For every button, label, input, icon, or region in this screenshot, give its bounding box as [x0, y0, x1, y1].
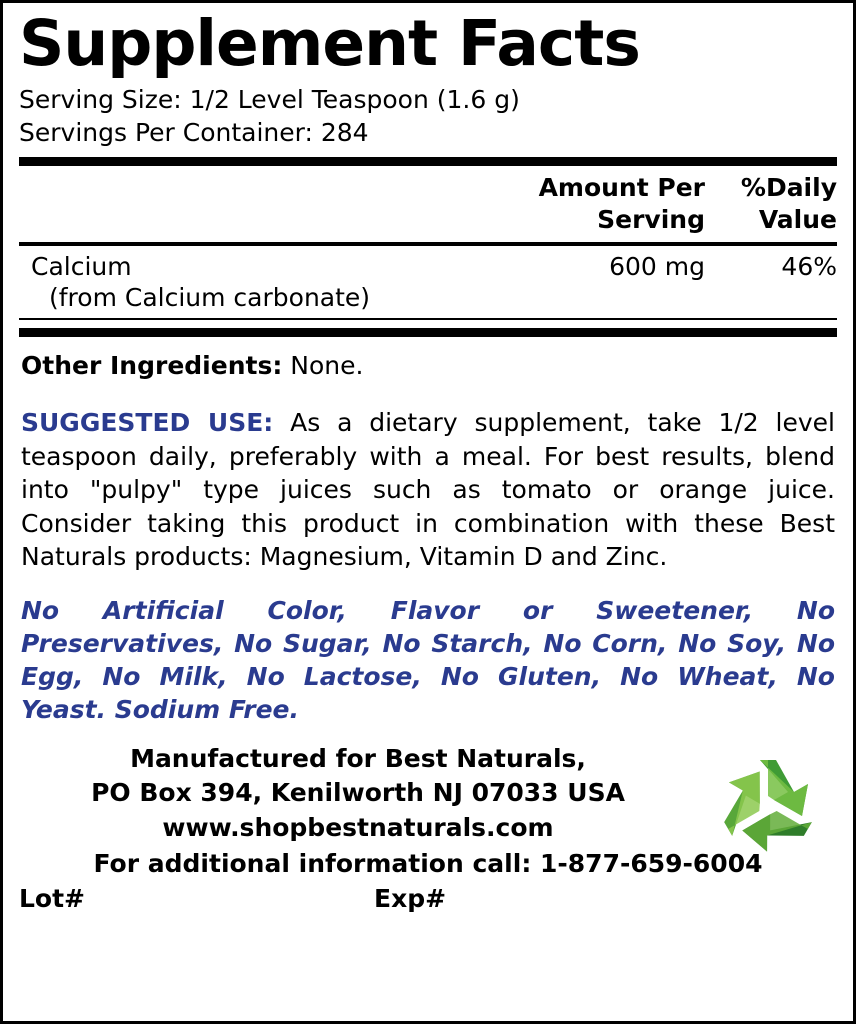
company-address: PO Box 394, Kenilworth NJ 07033 USA	[91, 778, 625, 808]
lot-label: Lot#	[19, 883, 86, 913]
suggested-use	[19, 406, 837, 574]
suggested-use-text: As a dietary supplement, take 1/2 level teaspoon daily, preferably with a meal. For best results, blend into "pulpy" type juices such as tomato or orange juice. Consider taking this product in combination with these Best Naturals products: Magnesium, Vitamin D and Zinc.	[21, 408, 835, 572]
recycle-icon	[703, 748, 833, 868]
page-title: Supplement Facts	[19, 7, 640, 80]
other-ingredients-heading: Other Ingredients:	[21, 351, 283, 381]
footer	[19, 742, 837, 913]
column-header-amount	[475, 172, 705, 236]
nutrient-amount: 600 mg	[609, 252, 705, 282]
serving-size: Serving Size: 1/2 Level Teaspoon (1.6 g)	[19, 85, 520, 115]
manufactured-for: Manufactured for Best Naturals,	[130, 743, 586, 773]
suggested-use-heading: SUGGESTED USE:	[21, 408, 274, 438]
other-ingredients	[19, 351, 837, 380]
nutrient-daily-value: 46%	[781, 252, 837, 282]
company-website: www.shopbestnaturals.com	[162, 812, 554, 842]
nutrient-source: (from Calcium carbonate)	[49, 283, 371, 313]
exp-label: Exp#	[374, 883, 447, 913]
column-header-amount-line1: Amount Per	[538, 173, 705, 203]
table-row	[19, 246, 837, 283]
column-header-dv-line1: %Daily	[740, 173, 837, 203]
divider-thick-bottom	[19, 328, 837, 337]
divider-thick-top	[19, 157, 837, 166]
column-header-amount-line2: Serving	[597, 205, 705, 235]
column-header-dv-line2: Value	[758, 205, 837, 235]
contact-phone: For additional information call: 1-877-659-6004	[93, 849, 763, 879]
servings-per-container: Servings Per Container: 284	[19, 118, 369, 148]
lot-exp-row	[19, 884, 837, 913]
facts-table-header	[19, 166, 837, 242]
divider-thin-bottom	[19, 318, 837, 320]
other-ingredients-text: None.	[290, 351, 364, 381]
free-from-claims: No Artificial Color, Flavor or Sweetener, No Preservatives, No Sugar, No Starch, No Corn, No Soy, No Egg, No Milk, No Lactose, No Gluten, No Wheat, No Yeast. Sodium Free.	[21, 595, 835, 724]
nutrient-name: Calcium	[31, 252, 132, 282]
column-header-daily-value	[715, 172, 837, 236]
